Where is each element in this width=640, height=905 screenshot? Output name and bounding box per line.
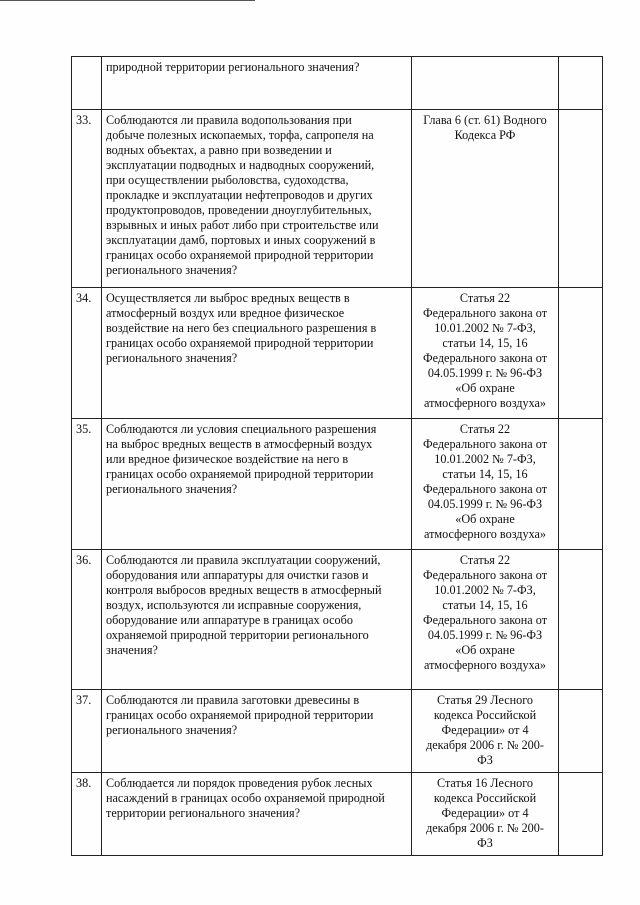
row-number: 36.: [72, 550, 102, 690]
reference-line: 10.01.2002 № 7-ФЗ,: [434, 321, 536, 335]
reference-line: Федерации» от 4: [441, 806, 529, 820]
reference-line: Федерального закона от: [422, 306, 548, 320]
reference-line: Статья 16 Лесного: [436, 776, 534, 790]
answer-cell: [559, 419, 603, 550]
reference-line: декабря 2006 г. № 200-: [426, 821, 544, 835]
reference-line: 04.05.1999 г. № 96-ФЗ: [427, 497, 543, 511]
answer-cell: [559, 288, 603, 419]
question-line: насаждений в границах особо охраняемой природной: [106, 791, 385, 805]
question-line: регионального значения?: [106, 482, 238, 496]
question-line: атмосферный воздух или вредное физическое: [106, 306, 345, 320]
requirement-question: [102, 419, 412, 550]
page-top-rule: [0, 0, 255, 1]
question-line: эксплуатации дамб, портовых и иных сооружений в: [106, 233, 376, 247]
reference-line: атмосферного воздуха»: [423, 396, 547, 410]
reference-line: 10.01.2002 № 7-ФЗ,: [434, 583, 536, 597]
question-line: Соблюдаются ли правила водопользования при: [106, 113, 352, 127]
question-line: Соблюдается ли порядок проведения рубок лесных: [106, 776, 373, 790]
question-line: значения?: [106, 643, 158, 657]
question-line: регионального значения?: [106, 351, 238, 365]
question-line: охраняемой природной территории регионального: [106, 628, 369, 642]
legal-reference: [412, 550, 559, 690]
reference-line: Статья 22: [459, 553, 511, 567]
question-line: границах особо охраняемой природной территории: [106, 708, 374, 722]
question-line: водных объектах, а равно при возведении и: [106, 143, 332, 157]
question-line: контроля выбросов вредных веществ в атмосферный: [106, 583, 382, 597]
requirement-question: [102, 110, 412, 288]
question-line: границах особо охраняемой природной территории: [106, 336, 374, 350]
question-line: Соблюдаются ли правила заготовки древесины в: [106, 693, 360, 707]
reference-line: Кодекса РФ: [454, 128, 516, 142]
reference-line: Федерации» от 4: [441, 723, 529, 737]
reference-line: Федерального закона от: [422, 568, 548, 582]
reference-line: «Об охране: [455, 381, 515, 395]
question-line: оборудования или аппаратуры для очистки газов и: [106, 568, 369, 582]
row-number: 34.: [72, 288, 102, 419]
question-line: продуктопроводов, проведении дноуглубительных,: [106, 203, 372, 217]
reference-line: статьи 14, 15, 16: [442, 467, 528, 481]
reference-line: декабря 2006 г. № 200-: [426, 738, 544, 752]
legal-reference: [412, 773, 559, 856]
answer-cell: [559, 550, 603, 690]
question-line: границах особо охраняемой природной территории: [106, 248, 374, 262]
reference-line: «Об охране: [455, 643, 515, 657]
legal-reference: [412, 57, 559, 110]
reference-line: Федерального закона от: [422, 437, 548, 451]
reference-line: кодекса Российской: [433, 708, 537, 722]
question-line: Осуществляется ли выброс вредных веществ в: [106, 291, 350, 305]
question-line: воздух, используются ли исправные сооружения,: [106, 598, 362, 612]
answer-cell: [559, 690, 603, 773]
question-line: природной территории регионального значения?: [106, 60, 360, 74]
reference-line: атмосферного воздуха»: [423, 658, 547, 672]
reference-line: «Об охране: [455, 512, 515, 526]
table-body: [72, 57, 603, 856]
table-row: [72, 773, 603, 856]
answer-cell: [559, 773, 603, 856]
reference-line: Статья 29 Лесного: [436, 693, 534, 707]
reference-line: атмосферного воздуха»: [423, 527, 547, 541]
question-line: Соблюдаются ли условия специального разрешения: [106, 422, 377, 436]
question-line: или вредное физическое воздействие на него в: [106, 452, 349, 466]
table-row: [72, 57, 603, 110]
table-row: [72, 288, 603, 419]
question-line: территории регионального значения?: [106, 806, 300, 820]
requirement-question: [102, 690, 412, 773]
reference-line: 04.05.1999 г. № 96-ФЗ: [427, 366, 543, 380]
row-number: 37.: [72, 690, 102, 773]
table-row: [72, 550, 603, 690]
reference-line: статьи 14, 15, 16: [442, 336, 528, 350]
answer-cell: [559, 110, 603, 288]
row-number: 38.: [72, 773, 102, 856]
requirement-question: [102, 288, 412, 419]
reference-line: Федерального закона от: [422, 613, 548, 627]
row-number: 35.: [72, 419, 102, 550]
legal-reference: [412, 690, 559, 773]
requirement-question: [102, 773, 412, 856]
table-row: [72, 690, 603, 773]
requirements-table: [71, 56, 603, 856]
question-line: эксплуатации подводных и надводных сооружений,: [106, 158, 375, 172]
requirement-question: [102, 550, 412, 690]
reference-line: Глава 6 (ст. 61) Водного: [423, 113, 547, 127]
reference-line: Федерального закона от: [422, 482, 548, 496]
question-line: добыче полезных ископаемых, торфа, сапропеля на: [106, 128, 374, 142]
reference-line: кодекса Российской: [433, 791, 537, 805]
reference-line: ФЗ: [477, 753, 493, 767]
requirement-question: [102, 57, 412, 110]
question-line: регионального значения?: [106, 723, 238, 737]
question-line: воздействие на него без специального разрешения в: [106, 321, 377, 335]
table-row: [72, 110, 603, 288]
question-line: взрывных и иных работ либо при строительстве или: [106, 218, 379, 232]
legal-reference: [412, 110, 559, 288]
reference-line: Федерального закона от: [422, 351, 548, 365]
question-line: Соблюдаются ли правила эксплуатации сооружений,: [106, 553, 381, 567]
row-number: [72, 57, 102, 110]
question-line: оборудование или аппаратуре в границах особо: [106, 613, 353, 627]
answer-cell: [559, 57, 603, 110]
question-line: границах особо охраняемой природной территории: [106, 467, 374, 481]
legal-reference: [412, 419, 559, 550]
reference-line: ФЗ: [477, 836, 493, 850]
reference-line: статьи 14, 15, 16: [442, 598, 528, 612]
question-line: на выброс вредных веществ в атмосферный воздух: [106, 437, 373, 451]
question-line: при осуществлении рыболовства, судоходства,: [106, 173, 349, 187]
reference-line: Статья 22: [459, 291, 511, 305]
reference-line: Статья 22: [459, 422, 511, 436]
reference-line: 04.05.1999 г. № 96-ФЗ: [427, 628, 543, 642]
reference-line: 10.01.2002 № 7-ФЗ,: [434, 452, 536, 466]
legal-reference: [412, 288, 559, 419]
table-row: [72, 419, 603, 550]
row-number: 33.: [72, 110, 102, 288]
question-line: регионального значения?: [106, 263, 238, 277]
question-line: прокладке и эксплуатации нефтепроводов и других: [106, 188, 373, 202]
